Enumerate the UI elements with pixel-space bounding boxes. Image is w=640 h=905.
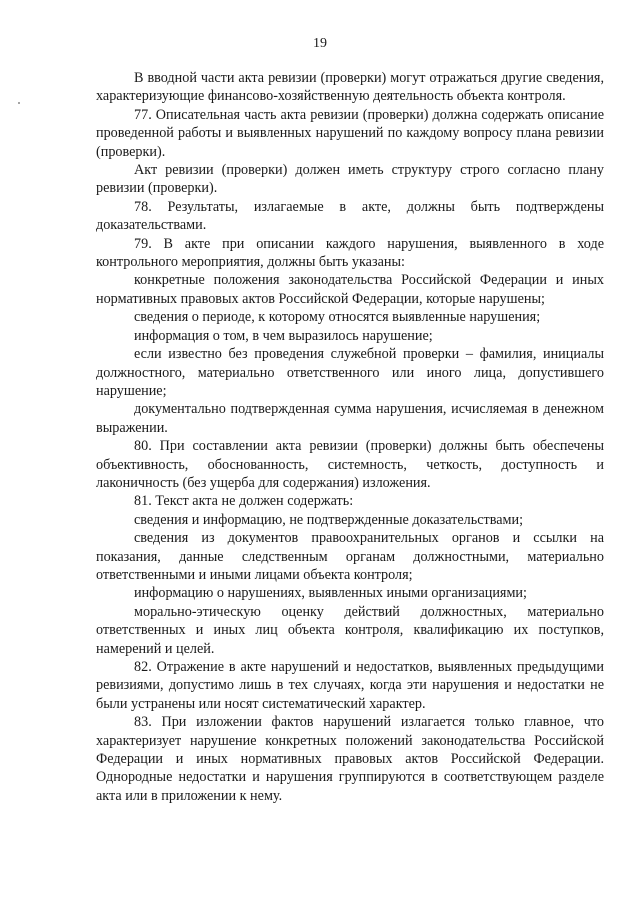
paragraph-79: 79. В акте при описании каждого нарушения, выявленного в ходе контрольного мероприятия, должны быть указаны: <box>96 235 604 271</box>
paragraph-82: 82. Отражение в акте нарушений и недостатков, выявленных предыдущими ревизиями, допустимо лишь в тех случаях, когда эти нарушения и недостатки не были устранены или носят систематический характер. <box>96 659 604 712</box>
paragraph-80: 80. При составлении акта ревизии (проверки) должны быть обеспечены объективность, обоснованность, системность, четкость, доступность и лаконичность (без ущерба для содержания) изложения. <box>96 438 604 491</box>
page-number: 19 <box>313 36 327 51</box>
list-item-provisions: конкретные положения законодательства Российской Федерации и иных нормативных правовых актов Российской Федерации, которые нарушены; <box>96 272 604 307</box>
paragraph-81: 81. Текст акта не должен содержать: <box>134 493 354 510</box>
paragraph-78: 78. Результаты, излагаемые в акте, должны быть подтверждены доказательствами. <box>96 198 604 234</box>
document-body <box>96 69 604 805</box>
list-item-amount: документально подтвержденная сумма нарушения, исчисляемая в денежном выражении. <box>96 401 604 436</box>
list-item-unconfirmed-info: сведения и информацию, не подтвержденные доказательствами; <box>134 511 524 528</box>
paragraph-77-structure: Акт ревизии (проверки) должен иметь структуру строго согласно плану ревизии (проверки). <box>96 162 604 197</box>
paragraph-intro-other-info: В вводной части акта ревизии (проверки) могут отражаться другие сведения, характеризующие финансово-хозяйственную деятельность объекта контроля. <box>96 70 604 105</box>
paragraph-77: 77. Описательная часть акта ревизии (проверки) должна содержать описание проведенной работы и выявленных нарушений по каждому вопросу плана ревизии (проверки). <box>96 106 604 160</box>
paragraph-83: 83. При изложении фактов нарушений излагается только главное, что характеризует нарушение конкретных положений законодательства Российской Федерации и иных нормативных правовых актов Российской Федерации. Однородные недостатки и нарушения группируются в соответствующем разделе акта или в приложении к нему. <box>96 714 604 804</box>
list-item-other-org-violations: информацию о нарушениях, выявленных иными организациями; <box>134 585 527 602</box>
list-item-law-enforcement-docs: сведения из документов правоохранительных органов и ссылки на показания, данные следственным органам должностными, материально ответственными и иными лицами объекта контроля; <box>96 530 604 583</box>
list-item-responsible-person: если известно без проведения служебной проверки – фамилия, инициалы должностного, материально ответственного или иного лица, допустившего нарушение; <box>96 346 604 399</box>
list-item-moral-assessment: морально-этическую оценку действий должностных, материально ответственных и иных лиц объекта контроля, квалификацию их поступков, намерений и целей. <box>96 603 604 657</box>
scan-speck <box>18 102 20 104</box>
list-item-expression: информация о том, в чем выразилось нарушение; <box>134 327 433 344</box>
list-item-period: сведения о периоде, к которому относятся выявленные нарушения; <box>134 309 541 326</box>
